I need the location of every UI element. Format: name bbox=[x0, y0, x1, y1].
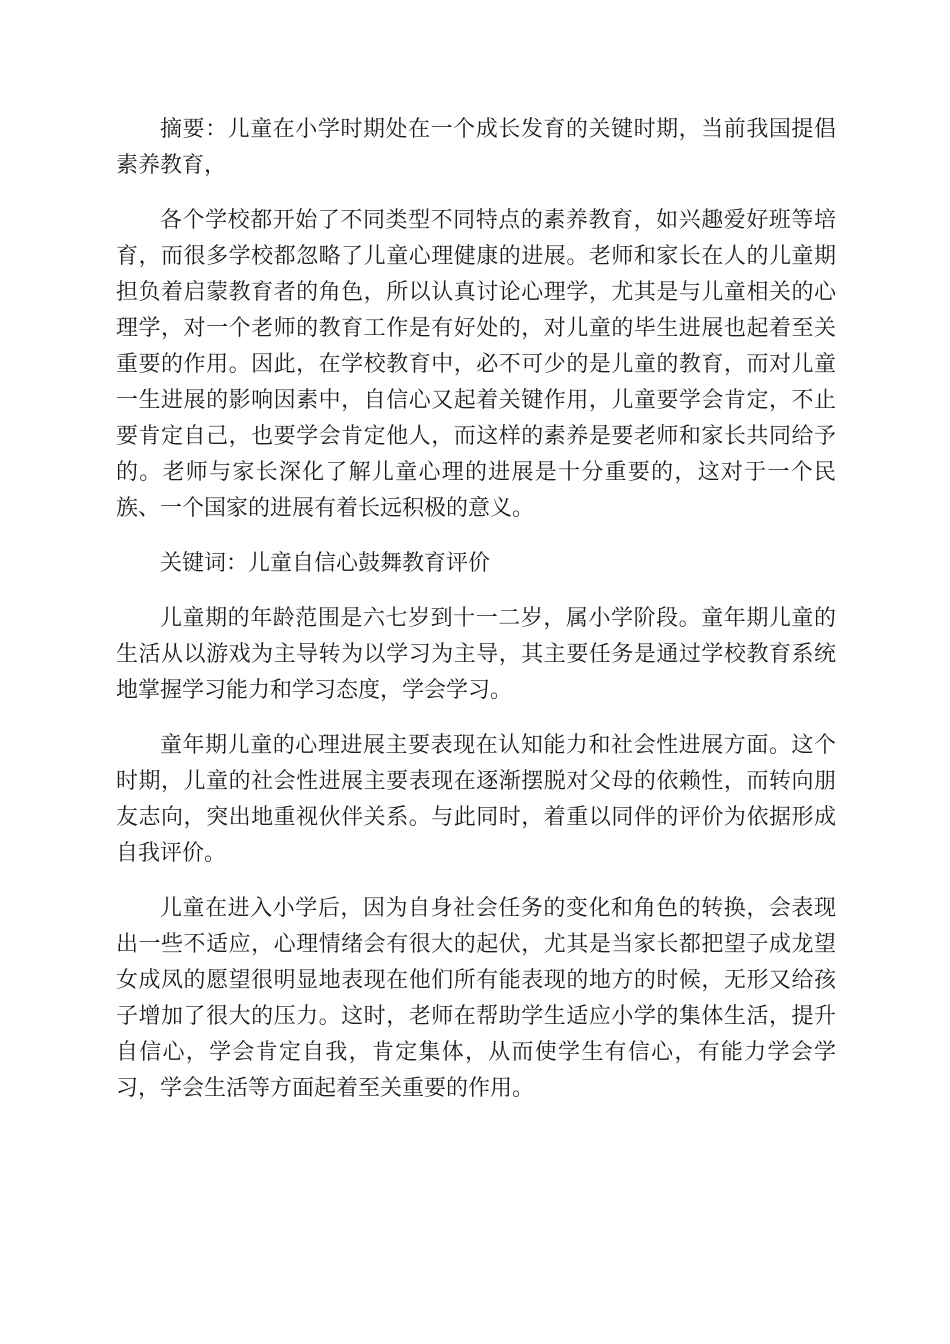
body-paragraph: 各个学校都开始了不同类型不同特点的素养教育，如兴趣爱好班等培育，而很多学校都忽略了儿童心理健康的进展。老师和家长在人的儿童期担负着启蒙教育者的角色，所以认真讨论心理学，尤其是与儿童相关的心理学，对一个老师的教育工作是有好处的，对儿童的毕生进展也起着至关重要的作用。因此，在学校教育中，必不可少的是儿童的教育，而对儿童一生进展的影响因素中，自信心又起着关键作用，儿童要学会肯定，不止要肯定自己，也要学会肯定他人，而这样的素养是要老师和家长共同给予的。老师与家长深化了解儿童心理的进展是十分重要的，这对于一个民族、一个国家的进展有着长远积极的意义。 bbox=[116, 208, 836, 521]
body-paragraph: 儿童期的年龄范围是六七岁到十一二岁，属小学阶段。童年期儿童的生活从以游戏为主导转为以学习为主导，其主要任务是通过学校教育系统地掌握学习能力和学习态度，学会学习。 bbox=[116, 606, 836, 703]
body-paragraph: 童年期儿童的心理进展主要表现在认知能力和社会性进展方面。这个时期，儿童的社会性进展主要表现在逐渐摆脱对父母的依赖性，而转向朋友志向，突出地重视伙伴关系。与此同时，着重以同伴的评价为依据形成自我评价。 bbox=[116, 733, 836, 866]
abstract-paragraph: 摘要：儿童在小学时期处在一个成长发育的关键时期，当前我国提倡素养教育， bbox=[116, 117, 836, 178]
body-paragraph: 儿童在进入小学后，因为自身社会任务的变化和角色的转换，会表现出一些不适应，心理情绪会有很大的起伏，尤其是当家长都把望子成龙望女成凤的愿望很明显地表现在他们所有能表现的地方的时候，无形又给孩子增加了很大的压力。这时，老师在帮助学生适应小学的集体生活，提升自信心，学会肯定自我，肯定集体，从而使学生有信心，有能力学会学习，学会生活等方面起着至关重要的作用。 bbox=[116, 896, 836, 1101]
keywords-paragraph: 关键词：儿童自信心鼓舞教育评价 bbox=[160, 551, 491, 576]
document-page bbox=[116, 112, 836, 1126]
